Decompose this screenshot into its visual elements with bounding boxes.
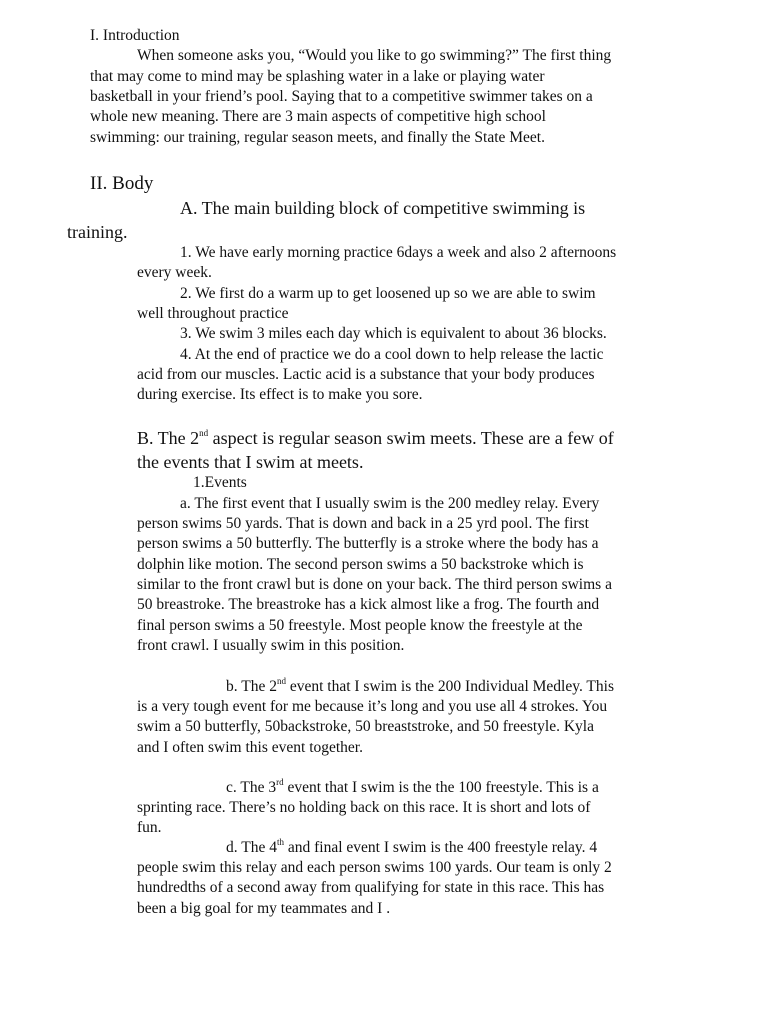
event-d-line: hundredths of a second away from qualifying for state in this race. This has	[137, 879, 605, 896]
event-a-line: 50 breastroke. The breastroke has a kick almost like a frog. The fourth and	[137, 596, 600, 613]
event-a-line: front crawl. I usually swim in this position.	[137, 637, 405, 654]
intro-line: swimming: our training, regular season meets, and finally the State Meet.	[90, 129, 545, 146]
event-a-line: person swims a 50 butterfly. The butterfly is a stroke where the body has a	[137, 535, 599, 552]
event-a-line: final person swims a 50 freestyle. Most people know the freestyle at the	[137, 617, 583, 634]
intro-line: that may come to mind may be splashing water in a lake or playing water	[90, 68, 545, 85]
event-b-prefix: b. The 2	[226, 678, 277, 695]
body-heading: II. Body	[90, 173, 154, 194]
section-a-item: 1. We have early morning practice 6days a week and also 2 afternoons	[180, 244, 617, 261]
event-d-first-line	[226, 838, 597, 858]
event-a-line: a. The first event that I usually swim is the 200 medley relay. Every	[180, 495, 600, 512]
event-c-line: fun.	[137, 819, 162, 836]
section-b-heading	[137, 427, 614, 450]
section-a-item: 2. We first do a warm up to get loosened up so we are able to swim	[180, 285, 596, 302]
event-b-first-line	[226, 677, 614, 697]
section-a-item: every week.	[137, 264, 212, 281]
event-d-prefix: d. The 4	[226, 839, 277, 856]
event-a-line: similar to the front crawl but is done on your back. The third person swims a	[137, 576, 612, 593]
section-a-item: during exercise. Its effect is to make you sore.	[137, 386, 423, 403]
section-b-heading-cont: the events that I swim at meets.	[137, 452, 364, 472]
event-c-prefix: c. The 3	[226, 779, 277, 796]
section-b-heading-prefix: B. The 2	[137, 428, 200, 448]
intro-line: whole new meaning. There are 3 main aspects of competitive high school	[90, 108, 546, 125]
event-c-line: sprinting race. There’s no holding back on this race. It is short and lots of	[137, 799, 591, 816]
event-a-line: person swims 50 yards. That is down and back in a 25 yrd pool. The first	[137, 515, 589, 532]
section-b-heading-sup: nd	[199, 428, 209, 438]
section-a-item: 3. We swim 3 miles each day which is equivalent to about 36 blocks.	[180, 325, 607, 342]
event-b-suffix: event that I swim is the 200 Individual Medley. This	[285, 678, 614, 695]
events-label: 1.Events	[193, 474, 247, 491]
event-c-sup: rd	[276, 776, 284, 787]
section-a-item: 4. At the end of practice we do a cool down to help release the lactic	[180, 346, 604, 363]
event-a-line: dolphin like motion. The second person swims a 50 backstroke which is	[137, 556, 584, 573]
event-d-line: people swim this relay and each person swims 100 yards. Our team is only 2	[137, 859, 612, 876]
event-b-line: swim a 50 butterfly, 50backstroke, 50 breaststroke, and 50 freestyle. Kyla	[137, 718, 594, 735]
event-b-sup: nd	[276, 675, 286, 686]
event-b-line: is a very tough event for me because it’s long and you use all 4 strokes. You	[137, 698, 608, 715]
event-c-first-line	[226, 778, 599, 798]
event-d-suffix: and final event I swim is the 400 freestyle relay. 4	[283, 839, 598, 856]
intro-heading: I. Introduction	[90, 27, 180, 44]
intro-line: When someone asks you, “Would you like to go swimming?” The first thing	[137, 47, 612, 64]
event-b-line: and I often swim this event together.	[137, 739, 363, 756]
section-a-heading: A. The main building block of competitive swimming is	[180, 198, 586, 218]
section-a-heading-cont: training.	[67, 222, 128, 242]
section-a-item: well throughout practice	[137, 305, 289, 322]
section-b-heading-suffix: aspect is regular season swim meets. These are a few of	[208, 428, 614, 448]
event-c-suffix: event that I swim is the the 100 freestyle. This is a	[283, 779, 599, 796]
event-d-sup: th	[276, 836, 284, 847]
event-d-line: been a big goal for my teammates and I .	[137, 900, 391, 917]
intro-line: basketball in your friend’s pool. Saying that to a competitive swimmer takes on a	[90, 88, 593, 105]
section-a-item: acid from our muscles. Lactic acid is a substance that your body produces	[137, 366, 595, 383]
